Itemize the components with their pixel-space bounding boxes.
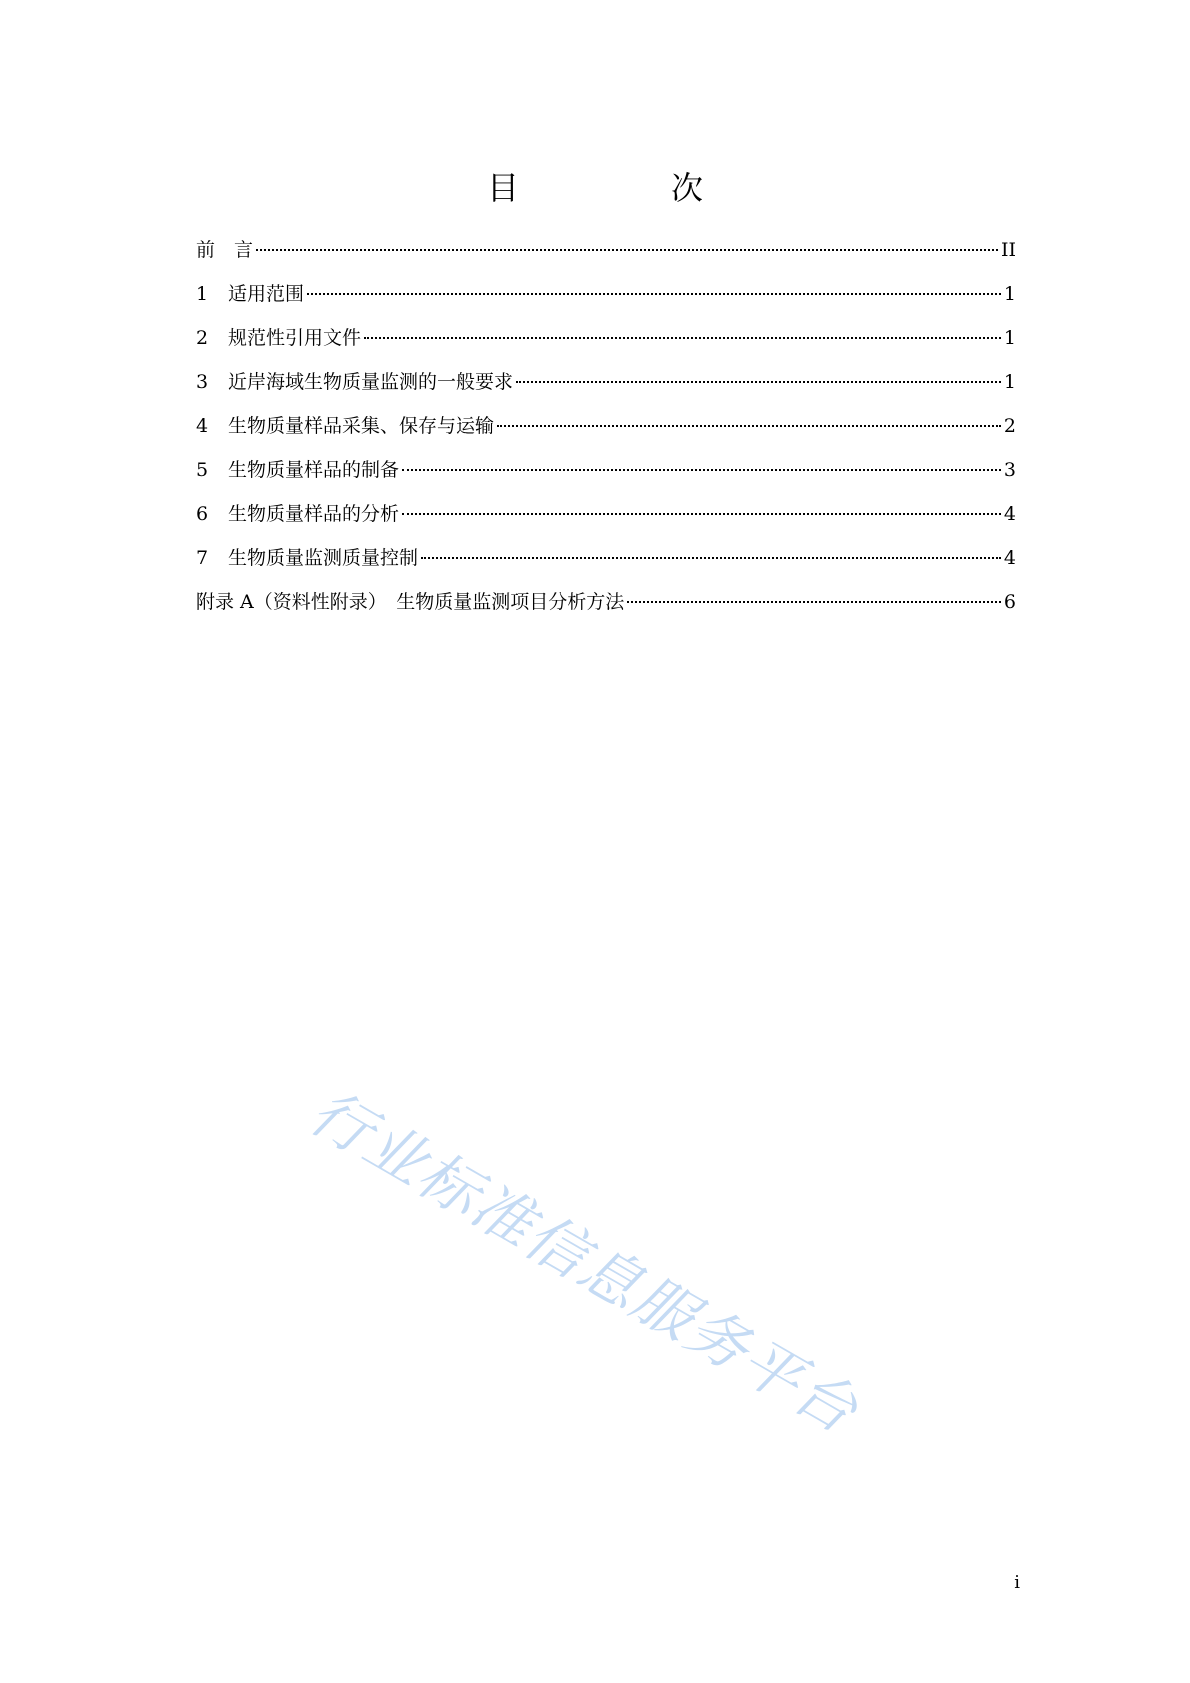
- toc-item-appendix-a[interactable]: [196, 590, 1016, 634]
- table-of-contents: [196, 238, 1016, 634]
- toc-label: 适用范围: [228, 283, 305, 305]
- toc-page: 6: [1003, 591, 1016, 613]
- toc-item-1[interactable]: [196, 282, 1016, 326]
- toc-leader: [497, 425, 1001, 427]
- toc-label: 附录 A（资料性附录） 生物质量监测项目分析方法: [196, 591, 625, 613]
- toc-number: 6: [196, 503, 209, 525]
- toc-leader: [516, 381, 1001, 383]
- toc-label: 生物质量样品的分析: [228, 503, 400, 525]
- page-number: i: [1014, 1572, 1020, 1593]
- page-title: 目 次: [486, 169, 763, 207]
- toc-leader: [364, 337, 1001, 339]
- toc-item-7[interactable]: [196, 546, 1016, 590]
- toc-number: 4: [196, 415, 209, 437]
- toc-item-preface[interactable]: [196, 238, 1016, 282]
- toc-leader: [402, 513, 1001, 515]
- toc-page: 4: [1003, 547, 1016, 569]
- toc-label: 生物质量样品的制备: [228, 459, 400, 481]
- toc-item-3[interactable]: [196, 370, 1016, 414]
- toc-leader: [256, 249, 998, 251]
- toc-leader: [627, 601, 1001, 603]
- watermark: 行业标准信息服务平台: [298, 1077, 870, 1448]
- toc-page: 1: [1003, 371, 1016, 393]
- toc-page: II: [1000, 239, 1016, 261]
- toc-label: 近岸海域生物质量监测的一般要求: [228, 371, 514, 393]
- toc-label: 规范性引用文件: [228, 327, 362, 349]
- toc-page: 2: [1003, 415, 1016, 437]
- toc-leader: [402, 469, 1001, 471]
- toc-label: 生物质量监测质量控制: [228, 547, 419, 569]
- toc-number: 3: [196, 371, 209, 393]
- toc-leader: [421, 557, 1001, 559]
- toc-item-2[interactable]: [196, 326, 1016, 370]
- toc-item-6[interactable]: [196, 502, 1016, 546]
- toc-number: 1: [196, 283, 209, 305]
- toc-number: 5: [196, 459, 209, 481]
- toc-label: 生物质量样品采集、保存与运输: [228, 415, 495, 437]
- toc-item-4[interactable]: [196, 414, 1016, 458]
- toc-page: 1: [1003, 327, 1016, 349]
- toc-number: 7: [196, 547, 209, 569]
- toc-page: 3: [1003, 459, 1016, 481]
- toc-page: 4: [1003, 503, 1016, 525]
- toc-leader: [307, 293, 1001, 295]
- toc-page: 1: [1003, 283, 1016, 305]
- toc-number: 2: [196, 327, 209, 349]
- toc-item-5[interactable]: [196, 458, 1016, 502]
- toc-label: 前 言: [196, 239, 254, 261]
